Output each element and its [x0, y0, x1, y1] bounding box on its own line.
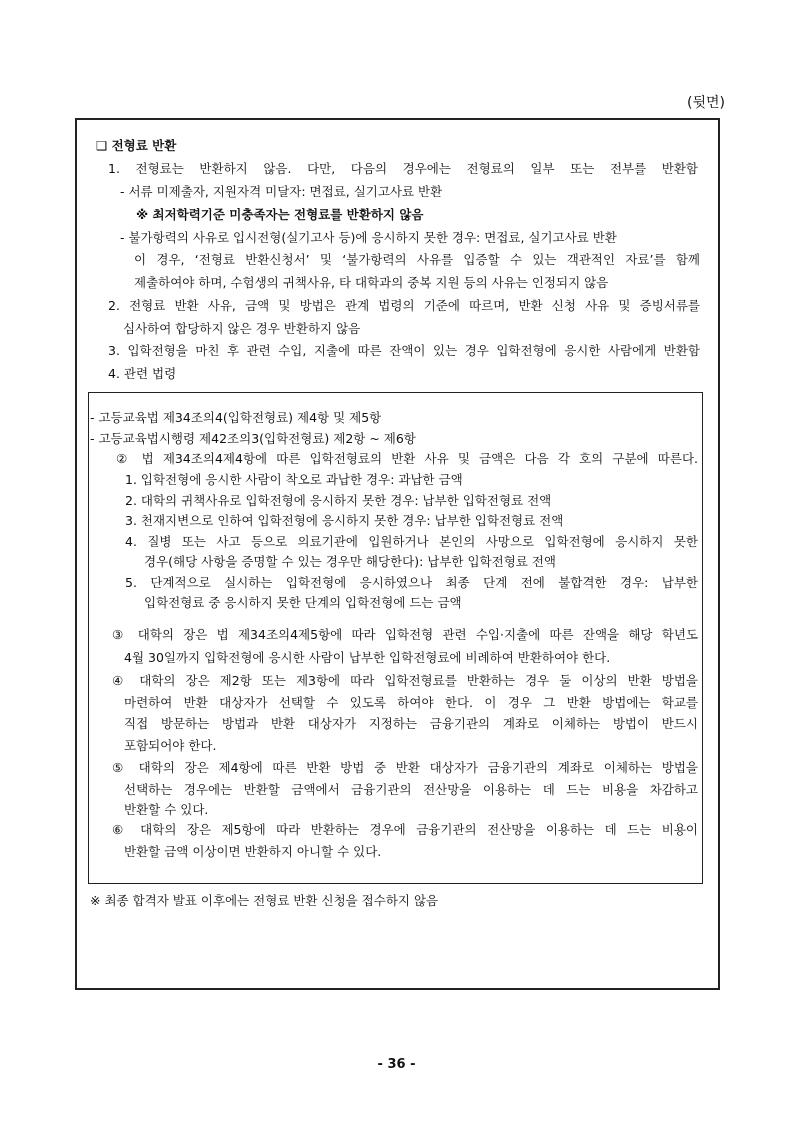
refund-rule-2: 2. 전형료 반환 사유, 금액 및 방법은 관계 법령의 기준에 따르며, 반환 신청 사유 및 증빙서류를 — [108, 298, 700, 313]
law-clause: ③ 대학의 장은 법 제34조의4제5항에 따라 입학전형 관련 수입·지출에 따른 잔액을 해당 학년도 — [112, 627, 698, 642]
refund-rule-1: 1. 전형료는 반환하지 않음. 다만, 다음의 경우에는 전형료의 일부 또는 전부를 반환함 — [108, 161, 698, 176]
law-clause-cont: 직접 방문하는 방법과 반환 대상자가 지정하는 금융기관의 계좌로 이체하는 방법이 반드시 — [124, 716, 698, 731]
law-item: 3. 천재지변으로 인하여 입학전형에 응시하지 못한 경우: 납부한 입학전형료 전액 — [125, 513, 564, 528]
law-clause-cont: 4월 30일까지 입학전형에 응시한 사람이 납부한 입학전형료에 비례하여 반환하여야 한다. — [124, 650, 611, 665]
law-clause-cont: 반환할 금액 이상이면 반환하지 아니할 수 있다. — [124, 844, 382, 859]
law-clause-cont: 마련하여 반환 대상자가 선택할 수 있도록 하여야 한다. 이 경우 그 반환 방법에는 학교를 — [124, 695, 698, 710]
law-clause-cont: 반환할 수 있다. — [124, 802, 209, 817]
refund-rule-1b: - 불가항력의 사유로 입시전형(실기고사 등)에 응시하지 못한 경우: 면접료, 실기고사료 반환 — [120, 230, 617, 245]
refund-rule-1a: - 서류 미제출자, 지원자격 미달자: 면접료, 실기고사료 반환 — [120, 184, 443, 199]
footer-note: ※ 최종 합격자 발표 이후에는 전형료 반환 신청을 접수하지 않음 — [90, 893, 439, 908]
law-clause: ⑤ 대학의 장은 제4항에 따른 반환 방법 중 반환 대상자가 금융기관의 계좌로 이체하는 방법을 — [112, 760, 698, 775]
law-clause: ⑥ 대학의 장은 제5항에 따라 반환하는 경우에 금융기관의 전산망을 이용하는 데 드는 비용이 — [112, 822, 698, 837]
side-label: (뒷면) — [687, 95, 725, 111]
section-title: ❑ 전형료 반환 — [96, 138, 177, 153]
law-item: 4. 질병 또는 사고 등으로 의료기관에 입원하거나 본인의 사망으로 입학전형에 응시하지 못한 — [125, 534, 698, 549]
law-item: 1. 입학전형에 응시한 사람이 착오로 과납한 경우: 과납한 금액 — [125, 472, 463, 487]
law-clause: ④ 대학의 장은 제2항 또는 제3항에 따라 입학전형료를 반환하는 경우 둘 이상의 반환 방법을 — [112, 673, 698, 688]
law-item: 5. 단계적으로 실시하는 입학전형에 응시하였으나 최종 단계 전에 불합격한 경우: 납부한 — [125, 575, 698, 590]
refund-rule-2-cont: 심사하여 합당하지 않은 경우 반환하지 않음 — [123, 321, 361, 336]
page-number: - 36 - — [377, 1057, 416, 1072]
law-ref: - 고등교육법 제34조의4(입학전형료) 제4항 및 제5항 — [90, 410, 382, 425]
refund-rule-note: ※ 최저학력기준 미충족자는 전형료를 반환하지 않음 — [136, 207, 424, 222]
refund-rule-1b-cont: 이 경우, ‘전형료 반환신청서’ 및 ‘불가항력의 사유를 입증할 수 있는 객관적인 자료’를 함께 — [134, 252, 700, 267]
refund-rule-3: 3. 입학전형을 마친 후 관련 수입, 지출에 따른 잔액이 있는 경우 입학전형에 응시한 사람에게 반환함 — [108, 343, 700, 358]
law-clause: ② 법 제34조의4제4항에 따른 입학전형료의 반환 사유 및 금액은 다음 각 호의 구분에 따른다. — [116, 451, 698, 466]
law-ref: - 고등교육법시행령 제42조의3(입학전형료) 제2항 ~ 제6항 — [90, 431, 416, 446]
refund-rule-1b-cont: 제출하여야 하며, 수험생의 귀책사유, 타 대학과의 중복 지원 등의 사유는 인정되지 않음 — [134, 275, 609, 290]
law-item-cont: 경우(해당 사항을 증명할 수 있는 경우만 해당한다): 납부한 입학전형료 전액 — [144, 554, 556, 569]
law-item: 2. 대학의 귀책사유로 입학전형에 응시하지 못한 경우: 납부한 입학전형료 전액 — [125, 493, 552, 508]
law-item-cont: 입학전형료 중 응시하지 못한 단계의 입학전형에 드는 금액 — [144, 595, 462, 610]
refund-rule-4: 4. 관련 법령 — [108, 366, 177, 381]
square-bullet-icon: ❑ — [96, 138, 108, 153]
law-clause-cont: 포함되어야 한다. — [124, 738, 217, 753]
law-clause-cont: 선택하는 경우에는 반환할 금액에서 금융기관의 전산망을 이용하는 데 드는 비용을 차감하고 — [124, 782, 698, 797]
